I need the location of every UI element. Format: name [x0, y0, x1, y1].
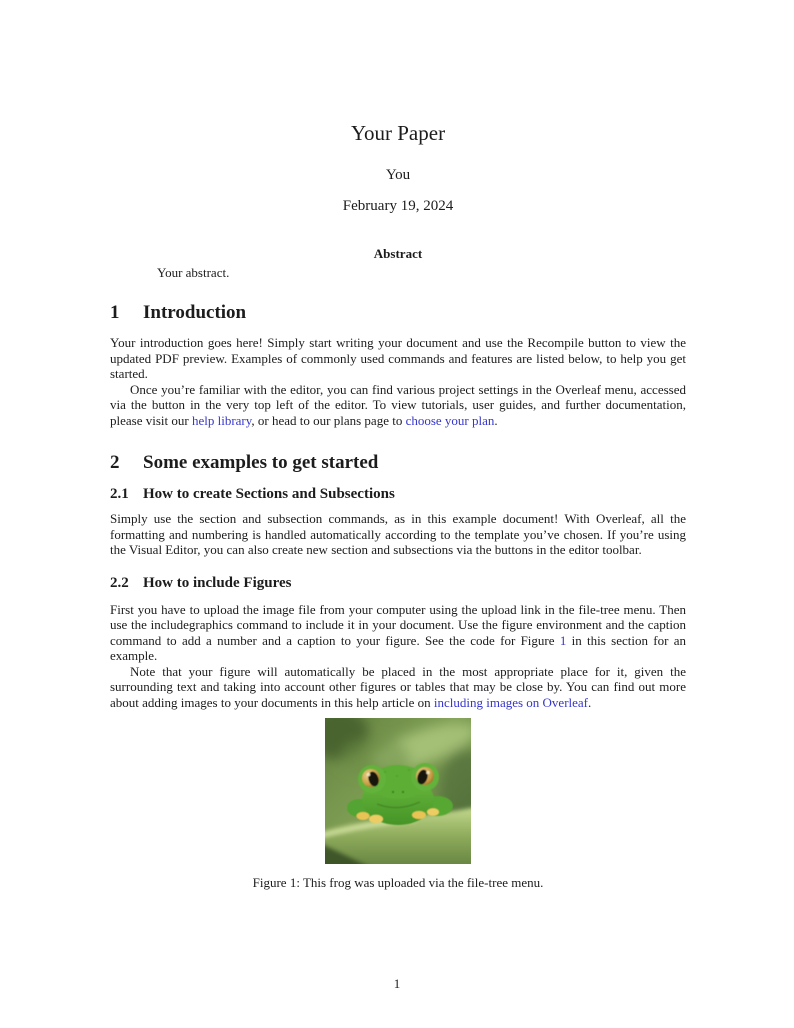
text-run: .	[494, 412, 498, 428]
abstract-body: Your abstract.	[157, 265, 230, 280]
section-title: Some examples to get started	[143, 452, 379, 473]
link-help-library[interactable]: help library	[191, 412, 252, 428]
subsection-title: How to create Sections and Subsections	[143, 486, 395, 502]
frog-photo	[325, 718, 471, 864]
paragraph-intro-1: Your introduction goes here! Simply start writing your document and use the Recompile button to view the updated PDF preview. Examples of commonly used commands and features are listed below, to help you get started.	[110, 335, 686, 381]
section-heading-introduction	[110, 302, 686, 324]
figure-image-frog	[325, 718, 471, 864]
paragraph-intro-2	[110, 382, 686, 429]
text-run: Once you’re familiar with the editor, you can find various project settings in the Overleaf menu, accessed via the button in the very top left of the editor. To view tutorials, user guides, and further documentation, please visit our	[110, 381, 686, 428]
document-title: Your Paper	[350, 121, 446, 145]
text-run: Note that your figure will automatically be placed in the most appropriate place for it, given the surrounding text and taking into account other figures or tables that may be close by. You can find out more about adding images to your documents in this help article on	[110, 663, 686, 710]
subsection-number: 2.1	[110, 486, 129, 502]
document-author: You	[385, 167, 411, 183]
link-figure-1-ref[interactable]: 1	[559, 632, 567, 648]
link-choose-your-plan[interactable]: choose your plan	[405, 412, 495, 428]
section-number: 1	[110, 302, 120, 323]
paragraph-figures-1	[110, 602, 686, 664]
text-run: First you have to upload the image file from your computer using the upload link in the file-tree menu. Then use the includegraphics command to include it in your document. Use the figure environment and the caption command to add a number and a caption to your figure. See the code for Figure	[110, 601, 686, 648]
subsection-number: 2.2	[110, 574, 129, 591]
text-run: .	[588, 694, 592, 710]
page-number: 1	[393, 976, 401, 991]
figure-caption: Figure 1: This frog was uploaded via the file-tree menu.	[252, 875, 544, 890]
subsection-heading-sections	[110, 486, 686, 503]
page-content	[110, 121, 686, 890]
abstract-heading: Abstract	[373, 246, 423, 261]
subsection-heading-figures	[110, 575, 686, 592]
paragraph-sections-1: Simply use the section and subsection commands, as in this example document! With Overleaf, all the formatting and numbering is handled automatically according to the template you’ve chosen. If you’re using the Visual Editor, you can also create new section and subsections via the buttons in the editor toolbar.	[110, 511, 686, 557]
subsection-title: How to include Figures	[143, 574, 292, 591]
section-number: 2	[110, 452, 120, 473]
section-title: Introduction	[143, 302, 247, 323]
link-including-images-overleaf[interactable]: including images on Overleaf	[433, 694, 589, 710]
paragraph-figures-2	[110, 664, 686, 711]
text-run: , or head to our plans page to	[251, 412, 406, 428]
section-heading-examples	[110, 452, 686, 474]
text-run: in this section for an example.	[110, 632, 686, 663]
document-date: February 19, 2024	[342, 198, 454, 214]
